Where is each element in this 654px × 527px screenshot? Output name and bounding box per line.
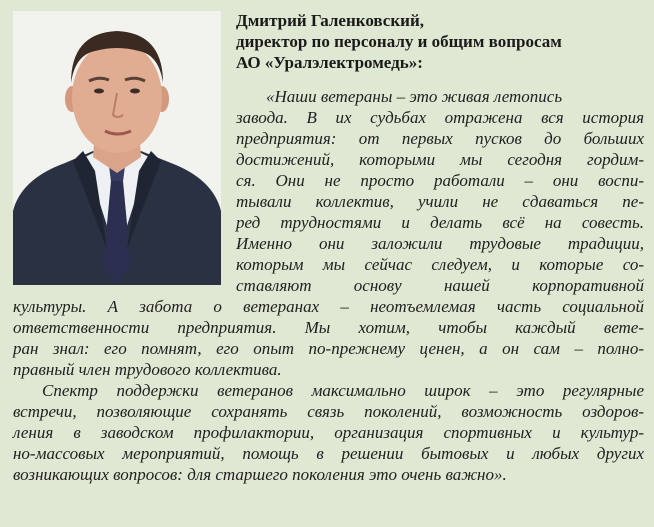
- quote-line: ся. Они не просто работали – они воспи-: [236, 171, 644, 190]
- quote-line: ставляют основу нашей корпоративной: [236, 276, 644, 295]
- speaker-company: АО «Уралэлектромедь»:: [236, 53, 423, 72]
- speaker-name: Дмитрий Галенковский,: [236, 11, 424, 30]
- quote-line: встречи, позволяющие сохранять связь поколений, возможность оздоров-: [13, 402, 644, 421]
- quote-line: «Наши ветераны – это живая летопись: [266, 87, 563, 106]
- quote-line: ления в заводском профилактории, организация спортивных и культур-: [13, 423, 644, 442]
- quote-line: ред трудностями и делать всё на совесть.: [236, 213, 644, 232]
- quote-line: которым мы сейчас следуем, и которые со-: [236, 255, 644, 274]
- quote-line: ответственности предприятия. Мы хотим, чтобы каждый вете-: [13, 318, 644, 337]
- quote-line: правный член трудового коллектива.: [13, 360, 282, 379]
- quote-line: культуры. А забота о ветеранах – неотъемлемая часть социальной: [13, 297, 644, 316]
- portrait-photo: [13, 11, 221, 285]
- quote-line: завода. В их судьбах отражена вся история: [236, 108, 644, 127]
- quote-line: но-массовых мероприятий, помощь в решении бытовых и любых других: [13, 444, 644, 463]
- quote-line: Именно они заложили трудовые традиции,: [236, 234, 644, 253]
- speaker-position: директор по персоналу и общим вопросам: [236, 32, 562, 51]
- speaker-header: [236, 10, 646, 73]
- quote-line: Спектр поддержки ветеранов максимально широк – это регулярные: [42, 381, 644, 400]
- quote-line: возникающих вопросов: для старшего поколения это очень важно».: [13, 465, 507, 484]
- quote-line: предприятия: от первых пусков до больших: [236, 129, 644, 148]
- quote-line: ран знал: его помнят, его опыт по-прежнему ценен, а он сам – полно-: [13, 339, 644, 358]
- quote-line: достижений, которыми мы сегодня гордим-: [236, 150, 644, 169]
- quote-line: тывали коллектив, учили не сдаваться пе-: [236, 192, 644, 211]
